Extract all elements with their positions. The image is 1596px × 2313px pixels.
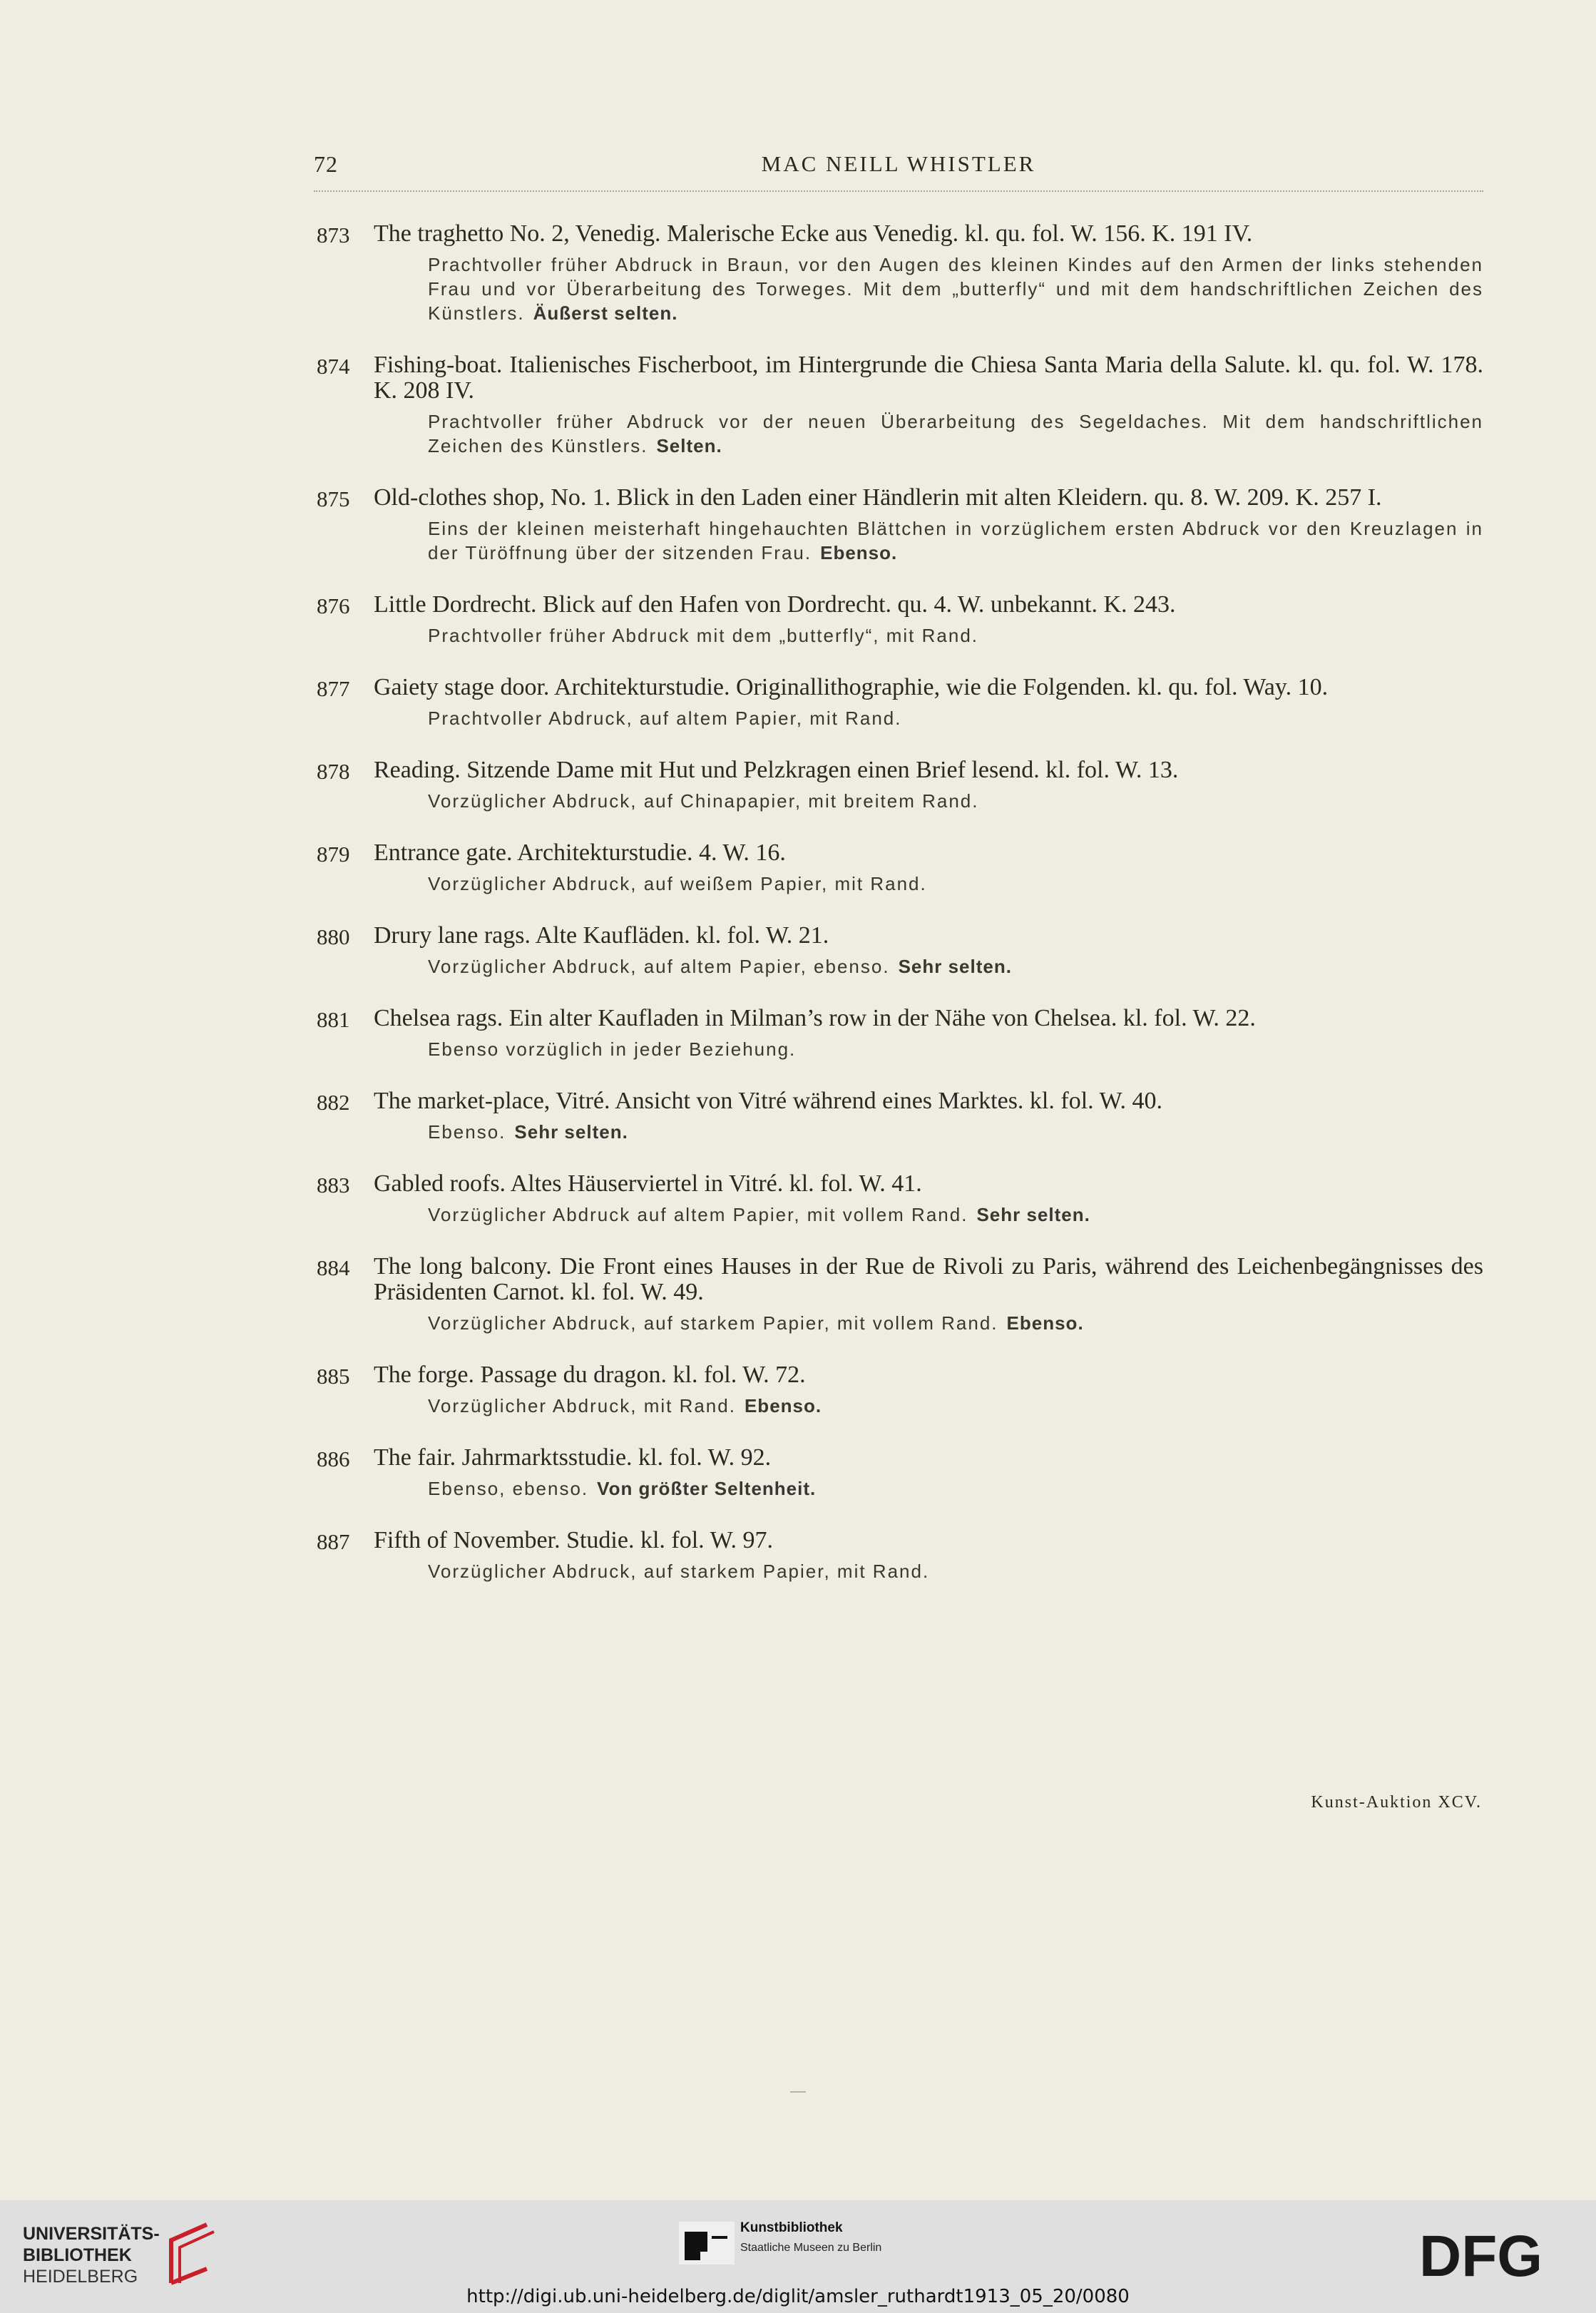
catalog-entry	[314, 1171, 1483, 1227]
viewer-footer-bar	[0, 2200, 1596, 2313]
entry-title: Entrance gate. Architekturstudie. 4. W. 16.	[374, 839, 786, 866]
library-line-2: BIBLIOTHEK	[23, 2245, 132, 2265]
entry-number: 873	[317, 223, 350, 247]
entry-title: The forge. Passage du dragon. kl. fol. W. 72.	[374, 1362, 806, 1388]
dfg-text: DFG	[1419, 2227, 1543, 2284]
entry-note-text: Prachtvoller Abdruck, auf altem Papier, mit Rand.	[428, 708, 902, 729]
entry-title: Old-clothes shop, No. 1. Blick in den Laden einer Händlerin mit alten Kleidern. qu. 8. W. 209. K. 257 I.	[374, 484, 1382, 511]
entry-note	[428, 1559, 1483, 1583]
entry-note	[428, 1311, 1483, 1335]
entry-number: 885	[317, 1364, 350, 1389]
entry-number: 882	[317, 1090, 350, 1115]
entry-note	[428, 1476, 1483, 1501]
entry-note-text: Ebenso.	[428, 1121, 506, 1143]
library-line-1: UNIVERSITÄTS-	[23, 2224, 160, 2244]
entry-note-text: Prachtvoller früher Abdruck mit dem „butterfly“, mit Rand.	[428, 625, 979, 646]
library-line-3: HEIDELBERG	[23, 2267, 138, 2287]
entry-note	[428, 1203, 1483, 1227]
entry-title: The market-place, Vitré. Ansicht von Vitré während eines Marktes. kl. fol. W. 40.	[374, 1088, 1162, 1114]
catalog-entry	[314, 1254, 1483, 1335]
catalog-entry	[314, 352, 1483, 458]
entry-emphasis: Sehr selten.	[976, 1204, 1090, 1225]
entry-title: Fifth of November. Studie. kl. fol. W. 97.	[374, 1527, 774, 1553]
entry-number: 886	[317, 1446, 350, 1471]
entry-note-text: Prachtvoller früher Abdruck vor der neuen Überarbeitung des Segeldaches. Mit dem handschriftlichen Zeichen des Künstlers.	[428, 411, 1483, 456]
entry-title: Little Dordrecht. Blick auf den Hafen von Dordrecht. qu. 4. W. unbekannt. K. 243.	[374, 591, 1176, 618]
permalink-url[interactable]: http://digi.ub.uni-heidelberg.de/diglit/amsler_ruthardt1913_05_20/0080	[466, 2286, 1130, 2307]
page-header	[314, 151, 1483, 187]
entry-title: Gabled roofs. Altes Häuserviertel in Vitré. kl. fol. W. 41.	[374, 1170, 922, 1197]
header-rule	[314, 190, 1483, 192]
catalog-entry	[314, 221, 1483, 325]
catalog-entries	[314, 221, 1483, 1610]
entry-note-text: Vorzüglicher Abdruck, auf altem Papier, ebenso.	[428, 956, 890, 977]
catalog-entry	[314, 592, 1483, 648]
entry-number: 880	[317, 924, 350, 949]
entry-title: Drury lane rags. Alte Kaufläden. kl. fol. W. 21.	[374, 922, 829, 949]
entry-note	[428, 516, 1483, 565]
entry-emphasis: Äußerst selten.	[533, 302, 678, 324]
entry-note-text: Ebenso, ebenso.	[428, 1478, 589, 1499]
entry-note	[428, 954, 1483, 979]
ub-emblem-icon	[157, 2219, 221, 2290]
entry-number: 879	[317, 842, 350, 867]
entry-note	[428, 789, 1483, 813]
entry-title: The long balcony. Die Front eines Hauses in der Rue de Rivoli zu Paris, während des Leichenbegängnisses des Präsidenten Carnot. kl. fol. W. 49.	[374, 1253, 1483, 1305]
entry-note-text: Vorzüglicher Abdruck, auf Chinapapier, mit breitem Rand.	[428, 790, 979, 812]
entry-note	[428, 872, 1483, 896]
running-head: MAC NEILL WHISTLER	[761, 151, 1036, 176]
entry-number: 887	[317, 1529, 350, 1554]
entry-number: 876	[317, 593, 350, 618]
entry-note-text: Vorzüglicher Abdruck, auf starkem Papier, mit vollem Rand.	[428, 1312, 998, 1334]
ub-heidelberg-logo[interactable]	[23, 2213, 230, 2292]
entry-number: 883	[317, 1173, 350, 1198]
catalog-entry	[314, 840, 1483, 896]
catalog-entry	[314, 1445, 1483, 1501]
entry-note-text: Vorzüglicher Abdruck, auf weißem Papier, mit Rand.	[428, 873, 927, 894]
kunstbibliothek-emblem-icon	[679, 2217, 735, 2269]
entry-emphasis: Sehr selten.	[898, 956, 1012, 977]
entry-number: 881	[317, 1007, 350, 1032]
kb-title: Kunstbibliothek	[740, 2220, 843, 2235]
entry-note-text: Vorzüglicher Abdruck, auf starkem Papier, mit Rand.	[428, 1561, 930, 1582]
catalog-entry	[314, 1528, 1483, 1583]
entry-note-text: Eins der kleinen meisterhaft hingehauchten Blättchen in vorzüglichem ersten Abdruck vor den Kreuzlagen in der Türöffnung über der sitzenden Frau.	[428, 518, 1483, 563]
entry-note-text: Vorzüglicher Abdruck, mit Rand.	[428, 1395, 736, 1416]
catalog-entry	[314, 757, 1483, 813]
entry-title: Gaiety stage door. Architekturstudie. Originallithographie, wie die Folgenden. kl. qu. fol. Way. 10.	[374, 674, 1329, 700]
entry-title: Fishing-boat. Italienisches Fischerboot, im Hintergrunde die Chiesa Santa Maria della Salute. kl. qu. fol. W. 178. K. 208 IV.	[374, 352, 1483, 404]
entry-note-text: Vorzüglicher Abdruck auf altem Papier, mit vollem Rand.	[428, 1204, 968, 1225]
entry-title: Chelsea rags. Ein alter Kaufladen in Milman’s row in der Nähe von Chelsea. kl. fol. W. 22.	[374, 1005, 1256, 1031]
entry-emphasis: Ebenso.	[1006, 1312, 1084, 1334]
catalog-entry	[314, 1362, 1483, 1418]
dfg-logo-icon[interactable]	[1419, 2227, 1569, 2284]
catalog-entry	[314, 1088, 1483, 1144]
entry-note	[428, 409, 1483, 458]
catalog-entry	[314, 485, 1483, 565]
entry-emphasis: Ebenso.	[820, 542, 898, 563]
kunstbibliothek-logo[interactable]	[679, 2217, 950, 2274]
entry-emphasis: Selten.	[656, 435, 722, 456]
signature-mark: Kunst-Auktion XCV.	[1311, 1793, 1482, 1812]
entry-note	[428, 252, 1483, 325]
entry-emphasis: Von größter Seltenheit.	[597, 1478, 817, 1499]
entry-emphasis: Sehr selten.	[514, 1121, 628, 1143]
kb-subtitle: Staatliche Museen zu Berlin	[740, 2242, 882, 2254]
entry-number: 875	[317, 486, 350, 511]
entry-note	[428, 623, 1483, 648]
entry-title: The fair. Jahrmarktsstudie. kl. fol. W. 92.	[374, 1444, 772, 1471]
entry-number: 877	[317, 676, 350, 701]
entry-number: 884	[317, 1255, 350, 1280]
entry-emphasis: Ebenso.	[744, 1395, 822, 1416]
entry-number: 874	[317, 354, 350, 379]
entry-note	[428, 1120, 1483, 1144]
catalog-entry	[314, 923, 1483, 979]
library-name	[23, 2223, 160, 2287]
catalog-entry	[314, 1006, 1483, 1061]
entry-note	[428, 1037, 1483, 1061]
page-mark	[790, 2091, 806, 2093]
entry-note-text: Prachtvoller früher Abdruck in Braun, vor den Augen des kleinen Kindes auf den Armen der links stehenden Frau und vor Überarbeitung des Torweges. Mit dem „butterfly“ und mit dem handschriftlichen Zeichen des Künstlers.	[428, 254, 1483, 324]
entry-note	[428, 1394, 1483, 1418]
entry-note	[428, 706, 1483, 730]
page-number: 72	[314, 151, 338, 177]
entry-title: The traghetto No. 2, Venedig. Malerische Ecke aus Venedig. kl. qu. fol. W. 156. K. 191 IV.	[374, 220, 1253, 247]
entry-number: 878	[317, 759, 350, 784]
entry-note-text: Ebenso vorzüglich in jeder Beziehung.	[428, 1038, 797, 1060]
catalog-entry	[314, 675, 1483, 730]
entry-title: Reading. Sitzende Dame mit Hut und Pelzkragen einen Brief lesend. kl. fol. W. 13.	[374, 757, 1179, 783]
